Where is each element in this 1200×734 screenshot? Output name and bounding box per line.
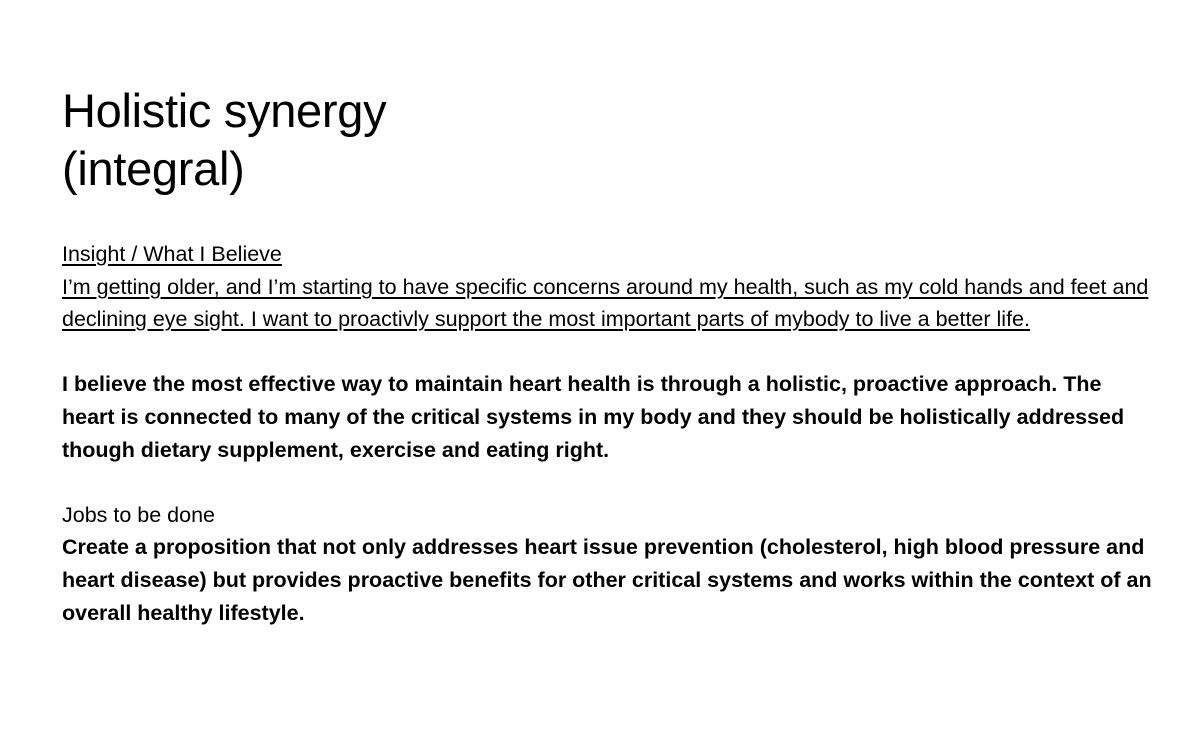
slide-title	[62, 82, 1142, 198]
slide-content	[62, 238, 1152, 629]
insight-heading: Insight / What I Believe	[62, 242, 282, 266]
insight-body: I’m getting older, and I’m starting to have specific concerns around my health, such as my cold hands and feet and declining eye sight. I want to proactivly support the most important parts of mybody to live a better life.	[62, 274, 1149, 332]
jobs-body: Create a proposition that not only addresses heart issue prevention (cholesterol, high blood pressure and heart disease) but provides proactive benefits for other critical systems and works within the context of an overall healthy lifestyle.	[62, 535, 1152, 625]
title-line-2: (integral)	[62, 142, 245, 195]
jobs-heading: Jobs to be done	[62, 502, 216, 527]
spacer	[62, 336, 1152, 369]
belief-paragraph: I believe the most effective way to maintain heart health is through a holistic, proactive approach. The heart is connected to many of the critical systems in my body and they should be holistically addressed though dietary supplement, exercise and eating right.	[62, 372, 1125, 462]
spacer	[62, 466, 1152, 499]
title-line-1: Holistic synergy	[62, 84, 387, 137]
